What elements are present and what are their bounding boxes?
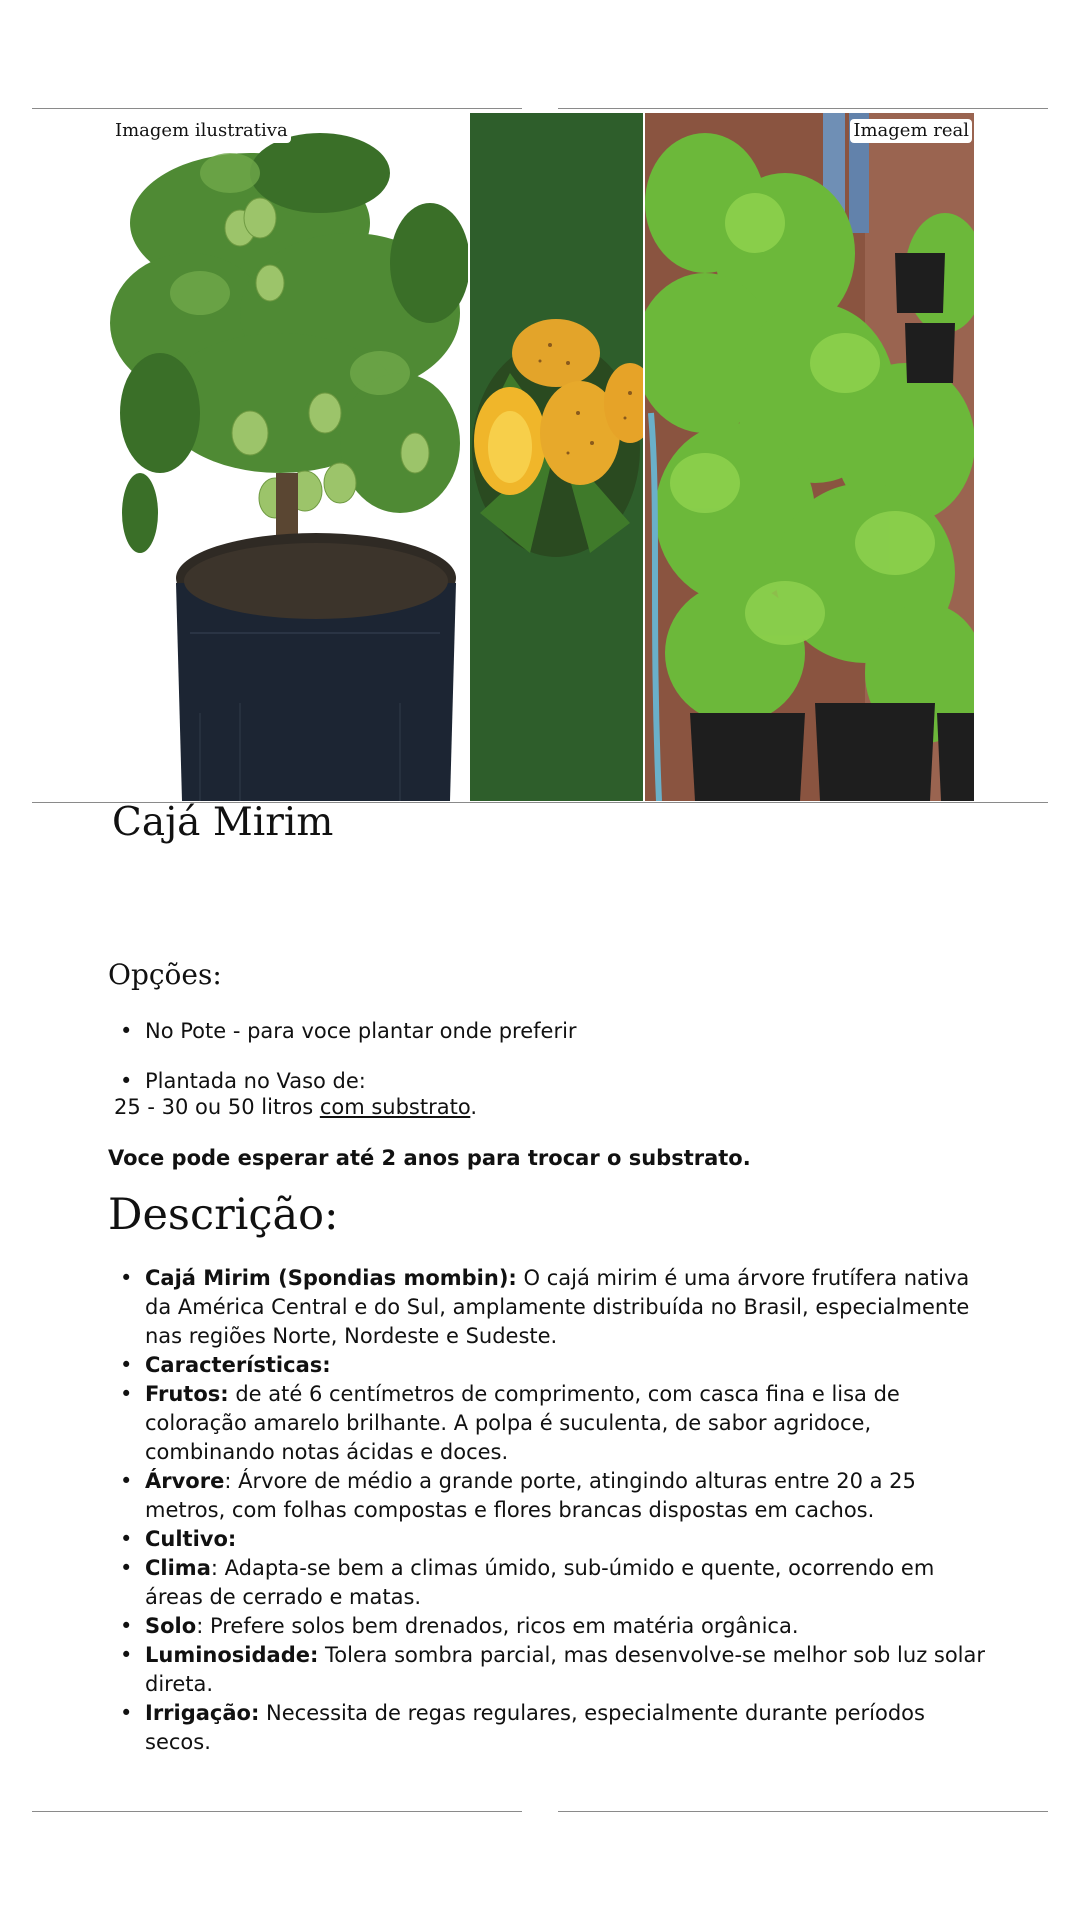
desc-text: Necessita de regas regulares, especialmente durante períodos secos. (145, 1701, 925, 1754)
footer-divider-left (32, 1811, 522, 1812)
desc-label: Cajá Mirim (Spondias mombin): (145, 1266, 517, 1290)
desc-item-tree (108, 1467, 988, 1525)
seedling-nursery-photo (645, 113, 974, 801)
desc-item-light (108, 1641, 988, 1699)
description-heading: Descrição: (108, 1190, 339, 1240)
desc-label: Características: (145, 1353, 331, 1377)
desc-item-fruits (108, 1380, 988, 1467)
footer-divider-right (558, 1811, 1048, 1812)
option-vase: • Plantada no Vaso de: (108, 1066, 988, 1096)
desc-item-characteristics (108, 1351, 988, 1380)
vase-sizes-period: . (470, 1095, 478, 1119)
desc-text: : Adapta-se bem a climas úmido, sub-úmido e quente, ocorrendo em áreas de cerrado e matas. (145, 1556, 935, 1609)
illustrative-image-caption: Imagem ilustrativa (112, 119, 291, 143)
illustrative-plant-image (100, 113, 468, 801)
top-divider-right (558, 108, 1048, 109)
options-list (108, 1016, 988, 1096)
desc-item-species (108, 1264, 988, 1351)
description-list (108, 1264, 988, 1757)
potted-tree-illustration (100, 113, 468, 801)
product-title: Cajá Mirim (112, 800, 334, 845)
real-image-caption: Imagem real (850, 119, 972, 143)
substrate-note: Voce pode esperar até 2 anos para trocar o substrato. (108, 1146, 751, 1170)
desc-text: O cajá mirim é uma árvore frutífera nativa da América Central e do Sul, amplamente distribuída no Brasil, especialmente nas regiões Norte, Nordeste e Sudeste. (145, 1266, 970, 1348)
desc-label: Luminosidade: (145, 1643, 319, 1667)
product-image-banner[interactable] (100, 113, 974, 801)
substrate-link[interactable]: com substrato (319, 1095, 471, 1119)
desc-label: Irrigação: (145, 1701, 260, 1725)
desc-label: Cultivo: (145, 1527, 237, 1551)
desc-item-soil (108, 1612, 988, 1641)
top-divider-left (32, 108, 522, 109)
desc-item-irrigation (108, 1699, 988, 1757)
desc-item-cultivation (108, 1525, 988, 1554)
desc-label: Árvore (145, 1469, 225, 1493)
desc-text: Tolera sombra parcial, mas desenvolve-se melhor sob luz solar direta. (145, 1643, 986, 1696)
desc-text: : Prefere solos bem drenados, ricos em matéria orgânica. (196, 1614, 799, 1638)
vase-sizes-text: 25 - 30 ou 50 litros (114, 1095, 320, 1119)
desc-item-climate (108, 1554, 988, 1612)
desc-label: Solo (145, 1614, 197, 1638)
caja-fruit-image (470, 113, 643, 801)
desc-text: de até 6 centímetros de comprimento, com casca fina e lisa de coloração amarelo brilhante. A polpa é suculenta, de sabor agridoce, combinando notas ácidas e doces. (145, 1382, 900, 1464)
option-pot: • No Pote - para voce plantar onde preferir (108, 1016, 988, 1046)
desc-text: : Árvore de médio a grande porte, atingindo alturas entre 20 a 25 metros, com folhas compostas e flores brancas dispostas em cachos. (145, 1469, 916, 1522)
fruit-image-panel (470, 113, 643, 801)
desc-label: Frutos: (145, 1382, 229, 1406)
desc-label: Clima (145, 1556, 211, 1580)
real-plant-photo (645, 113, 974, 801)
options-heading: Opções: (108, 958, 222, 991)
option-vase-sizes (114, 1092, 477, 1122)
